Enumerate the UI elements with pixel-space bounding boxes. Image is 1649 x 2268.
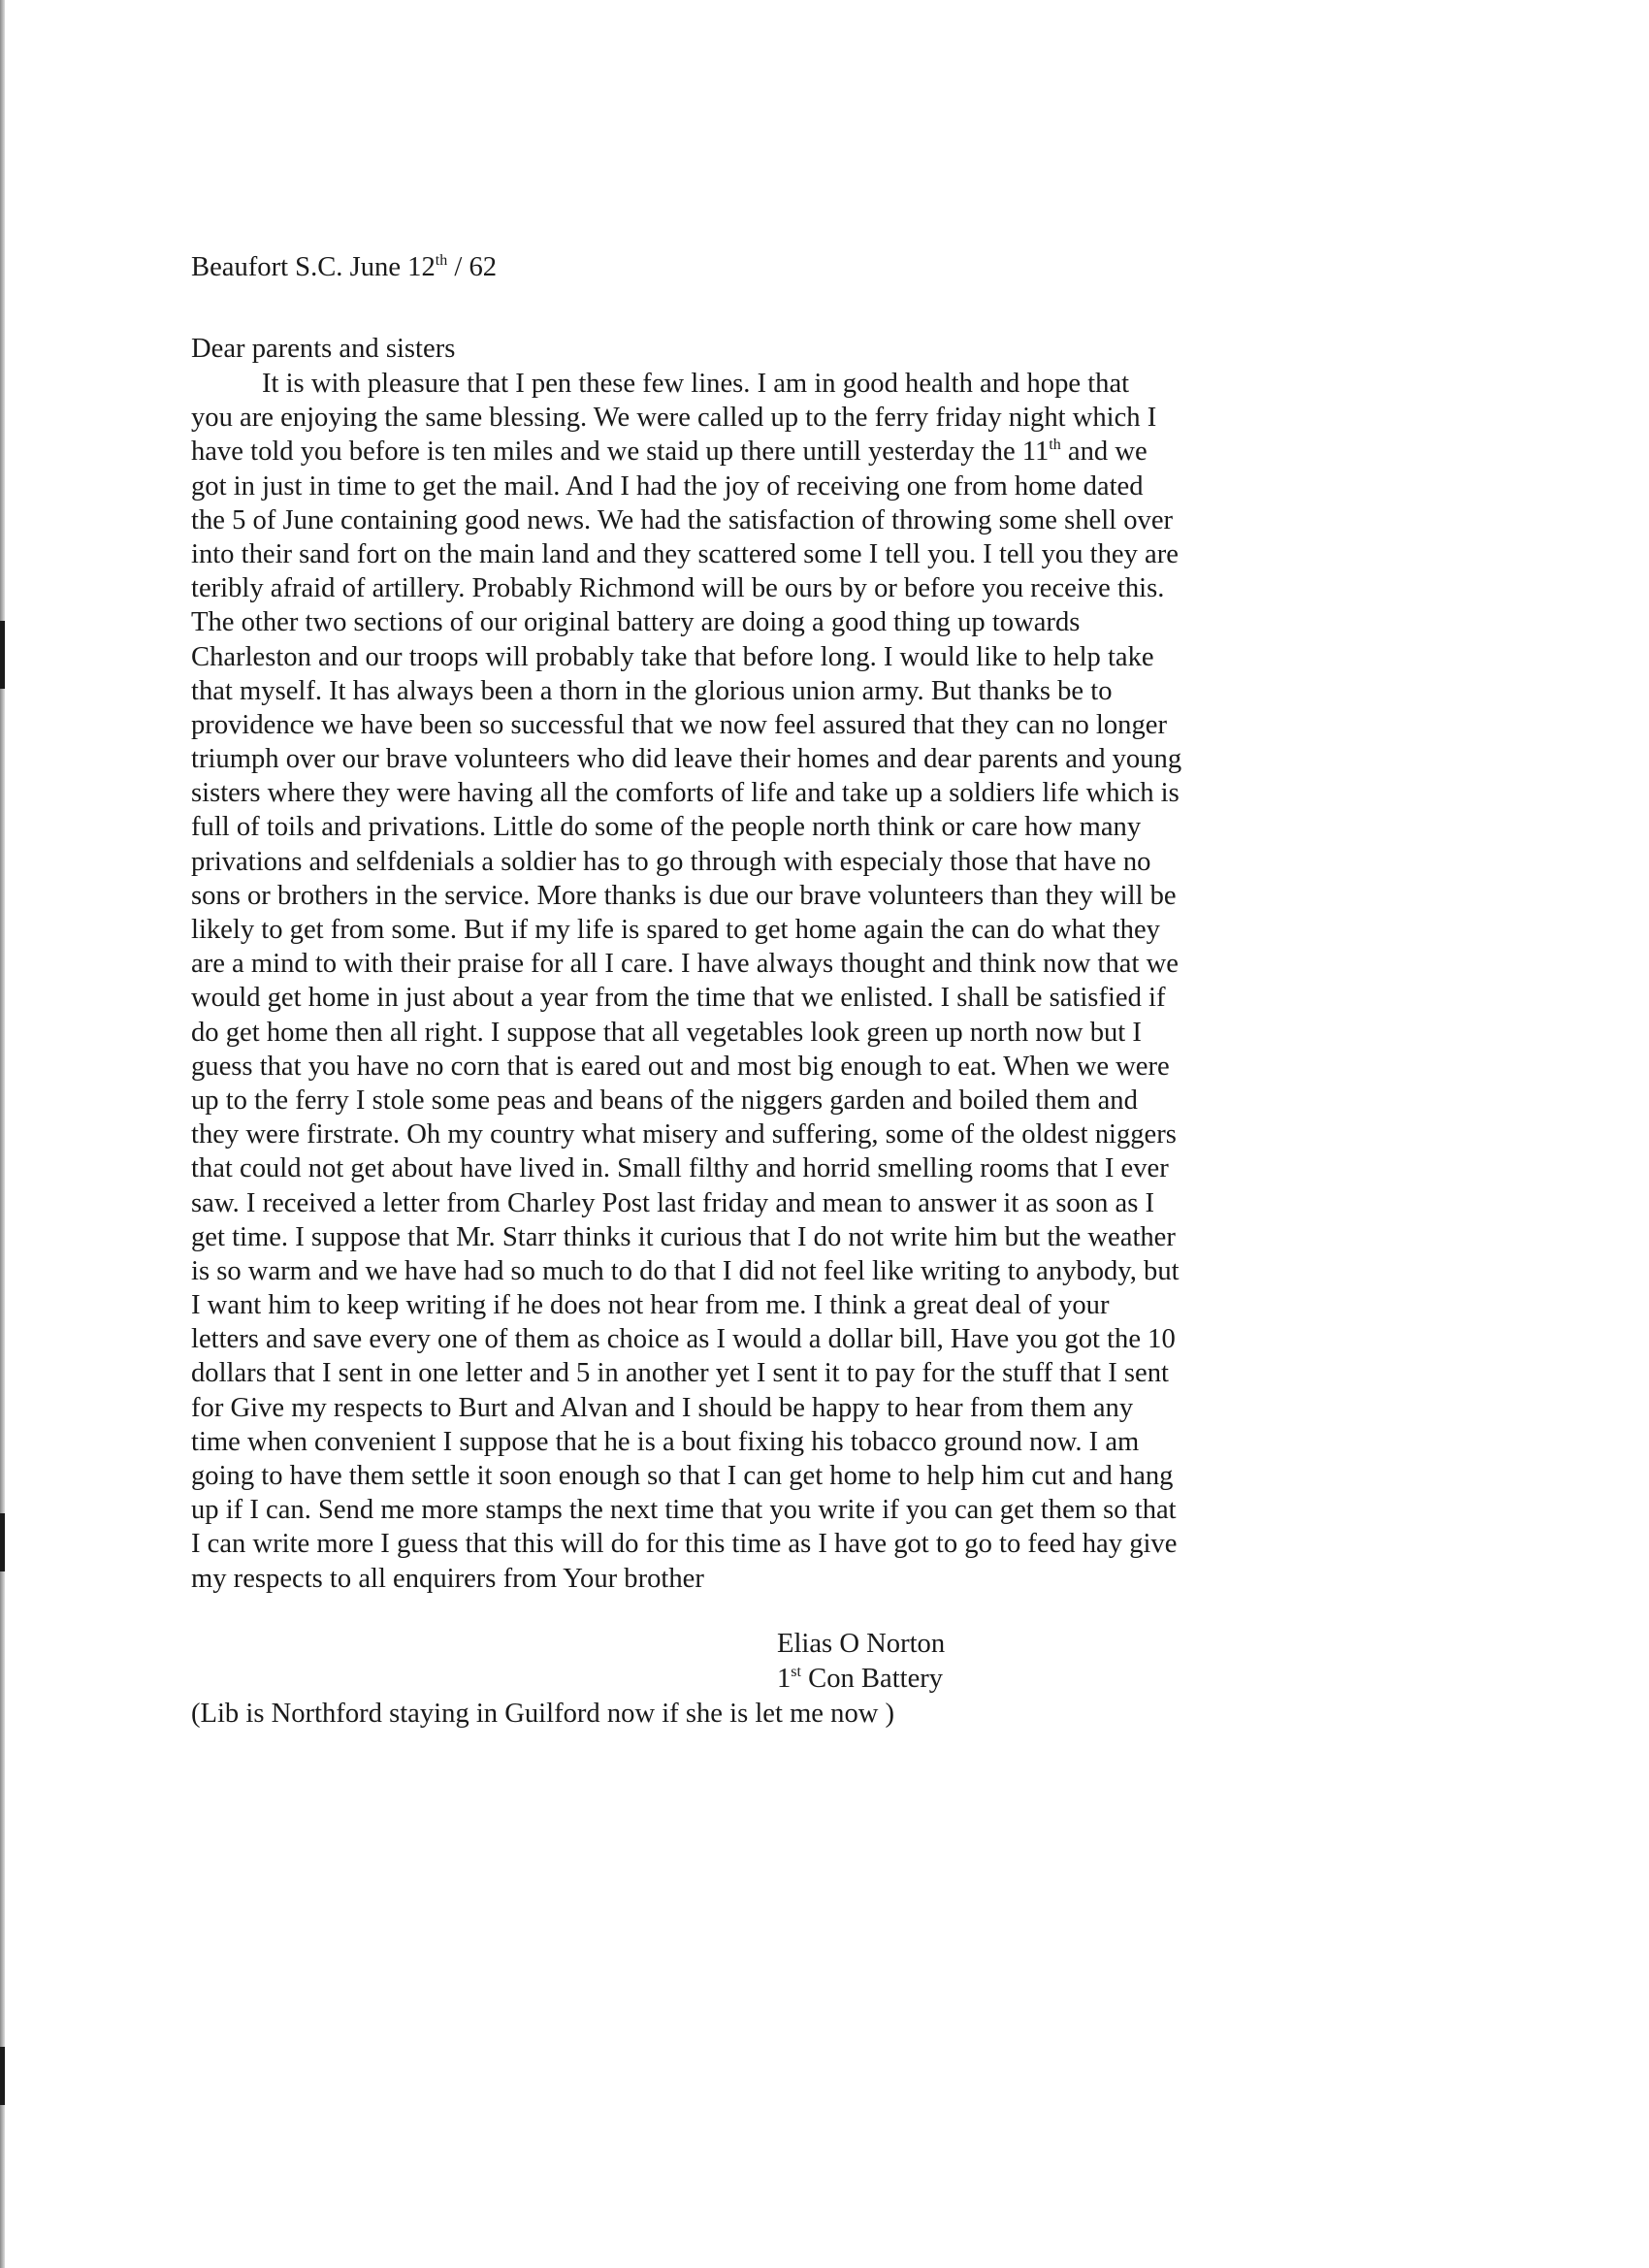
dateline-ordinal: th: [435, 252, 448, 269]
letter-body-line: that could not get about have lived in. Small filthy and horrid smelling rooms that I ever: [191, 1153, 1169, 1184]
letter-body-line: full of toils and privations. Little do some of the people north think or care how many: [191, 812, 1142, 843]
letter-body-line: going to have them settle it soon enough so that I can get home to help him cut and hang: [191, 1461, 1174, 1491]
letter-body-line: sisters where they were having all the comforts of life and take up a soldiers life which is: [191, 778, 1180, 809]
letter-body-line: Charleston and our troops will probably take that before long. I would like to help take: [191, 641, 1154, 672]
letter-postscript: (Lib is Northford staying in Guilford now if she is let me now ): [191, 1698, 895, 1729]
letter-body-line: I can write more I guess that this will do for this time as I have got to go to feed hay give: [191, 1529, 1178, 1560]
body-line-text: have told you before is ten miles and we staid up there untill yesterday the 11: [191, 437, 1050, 468]
signature-unit: [777, 1662, 1297, 1697]
letter-salutation: Dear parents and sisters: [191, 334, 456, 364]
scan-edge-mark: [0, 621, 5, 689]
letter-body-line: triumph over our brave volunteers who did leave their homes and dear parents and young: [191, 744, 1182, 775]
letter-body-line: The other two sections of our original battery are doing a good thing up towards: [191, 607, 1081, 638]
letter-body-line: are a mind to with their praise for all I care. I have always thought and think now that we: [191, 949, 1179, 980]
letter-body-line: time when convenient I suppose that he is a bout fixing his tobacco ground now. I am: [191, 1426, 1140, 1457]
letter-page: [191, 250, 1297, 1732]
letter-body-line: dollars that I sent in one letter and 5 in another yet I sent it to pay for the stuff that I sent: [191, 1358, 1169, 1389]
dateline-year: / 62: [447, 252, 498, 282]
scan-edge-mark: [0, 1513, 5, 1571]
letter-body-line: guess that you have no corn that is eared out and most big enough to eat. When we were: [191, 1051, 1170, 1082]
body-line-text: and we: [1060, 437, 1148, 468]
letter-body-line: would get home in just about a year from the time that we enlisted. I shall be satisfied if: [191, 983, 1166, 1014]
letter-body-line: the 5 of June containing good news. We had the satisfaction of throwing some shell over: [191, 504, 1174, 535]
letter-body-line: got in just in time to get the mail. And I had the joy of receiving one from home dated: [191, 470, 1144, 502]
letter-body-line: do get home then all right. I suppose that all vegetables look green up north now but I: [191, 1017, 1142, 1048]
signature-unit-name: Con Battery: [800, 1663, 944, 1694]
letter-body-line: for Give my respects to Burt and Alvan and I should be happy to hear from them any: [191, 1392, 1134, 1423]
letter-body-line: into their sand fort on the main land and they scattered some I tell you. I tell you they are: [191, 538, 1179, 569]
signature-name: Elias O Norton: [777, 1628, 946, 1659]
letter-body-line: providence we have been so successful that we now feel assured that they can no longer: [191, 709, 1167, 740]
letter-signature: [777, 1627, 1297, 1697]
scan-edge-mark: [0, 2047, 5, 2105]
letter-body-line: likely to get from some. But if my life is spared to get home again the can do what they: [191, 915, 1160, 945]
letter-body-line: they were firstrate. Oh my country what misery and suffering, some of the oldest niggers: [191, 1119, 1177, 1150]
scan-edge-left: [0, 0, 5, 2268]
letter-body-line: is so warm and we have had so much to do that I did not feel like writing to anybody, but: [191, 1255, 1180, 1286]
letter-body-line: It is with pleasure that I pen these few lines. I am in good health and hope that: [262, 369, 1130, 399]
signature-unit-ordinal: st: [791, 1663, 801, 1680]
letter-body-line: I want him to keep writing if he does not hear from me. I think a great deal of your: [191, 1290, 1110, 1321]
letter-body-line: up if I can. Send me more stamps the next time that you write if you can get them so that: [191, 1495, 1177, 1526]
signature-unit-number: 1: [777, 1663, 792, 1694]
dateline-place-date: Beaufort S.C. June 12: [191, 252, 436, 282]
letter-body: [191, 367, 1297, 1596]
letter-body-line: get time. I suppose that Mr. Starr thinks it curious that I do not write him but the weather: [191, 1221, 1176, 1252]
letter-body-line: you are enjoying the same blessing. We were called up to the ferry friday night which I: [191, 403, 1157, 434]
letter-body-line: that myself. It has always been a thorn in the glorious union army. But thanks be to: [191, 675, 1113, 706]
letter-body-line: sons or brothers in the service. More thanks is due our brave volunteers than they will be: [191, 880, 1177, 911]
letter-dateline: [191, 250, 1297, 285]
letter-body-line: letters and save every one of them as choice as I would a dollar bill, Have you got the 10: [191, 1324, 1176, 1355]
letter-body-line: [191, 435, 1297, 469]
body-line-ordinal: th: [1049, 437, 1061, 454]
letter-body-line: my respects to all enquirers from Your brother: [191, 1563, 704, 1594]
letter-body-line: up to the ferry I stole some peas and beans of the niggers garden and boiled them and: [191, 1085, 1138, 1116]
letter-body-line: teribly afraid of artillery. Probably Richmond will be ours by or before you receive this.: [191, 573, 1165, 604]
letter-body-line: privations and selfdenials a soldier has to go through with especialy those that have no: [191, 846, 1151, 877]
letter-body-line: saw. I received a letter from Charley Post last friday and mean to answer it as soon as I: [191, 1187, 1155, 1218]
